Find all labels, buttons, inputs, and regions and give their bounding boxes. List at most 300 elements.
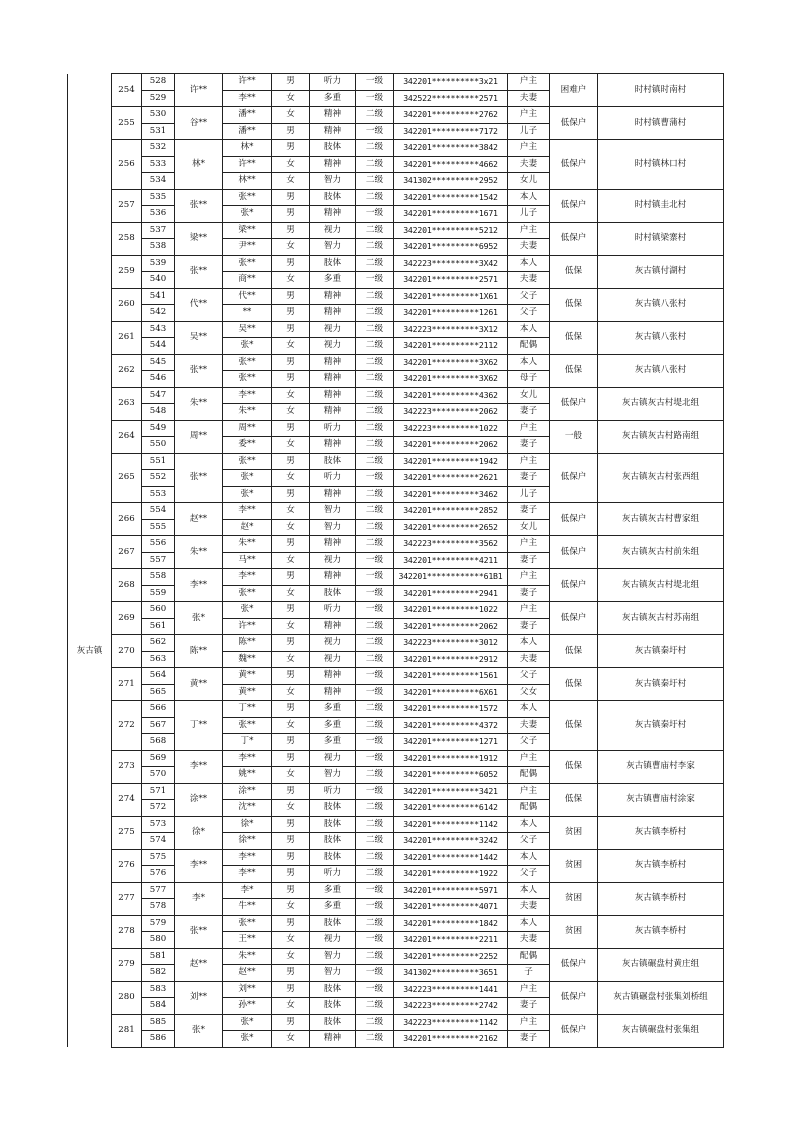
household-no-cell: 280 <box>112 981 142 1014</box>
member-name-cell: 张* <box>223 1031 272 1048</box>
disability-category-cell: 智力 <box>310 965 356 982</box>
household-head-cell: 李* <box>175 882 223 915</box>
relation-cell: 夫妻 <box>508 272 550 289</box>
address-cell: 灰古镇曹庙村涂家 <box>598 783 724 816</box>
id-number-cell: 342201**********1942 <box>394 453 508 470</box>
id-number-cell: 342522**********2571 <box>394 90 508 107</box>
disability-category-cell: 听力 <box>310 420 356 437</box>
member-seq-cell: 539 <box>142 255 175 272</box>
relation-cell: 儿子 <box>508 486 550 503</box>
relation-cell: 户主 <box>508 74 550 91</box>
address-cell: 灰古镇八张村 <box>598 288 724 321</box>
member-seq-cell: 538 <box>142 239 175 256</box>
disability-category-cell: 肢体 <box>310 800 356 817</box>
household-head-cell: 张** <box>175 453 223 503</box>
id-number-cell: 342201**********2621 <box>394 470 508 487</box>
member-seq-cell: 583 <box>142 981 175 998</box>
id-number-cell: 342201**********5971 <box>394 882 508 899</box>
member-sex-cell: 女 <box>272 503 310 520</box>
household-no-cell: 277 <box>112 882 142 915</box>
relation-cell: 配偶 <box>508 800 550 817</box>
member-seq-cell: 545 <box>142 354 175 371</box>
member-seq-cell: 540 <box>142 272 175 289</box>
disability-category-cell: 听力 <box>310 470 356 487</box>
disability-level-cell: 二级 <box>356 288 394 305</box>
disability-level-cell: 二级 <box>356 222 394 239</box>
household-head-cell: 李** <box>175 750 223 783</box>
member-sex-cell: 女 <box>272 338 310 355</box>
address-cell: 时村镇梁寨村 <box>598 222 724 255</box>
relation-cell: 户主 <box>508 222 550 239</box>
household-type-cell: 贫困 <box>550 915 598 948</box>
member-sex-cell: 男 <box>272 965 310 982</box>
member-seq-cell: 533 <box>142 156 175 173</box>
id-number-cell: 342201**********1261 <box>394 305 508 322</box>
member-seq-cell: 581 <box>142 948 175 965</box>
member-name-cell: 王** <box>223 932 272 949</box>
member-seq-cell: 572 <box>142 800 175 817</box>
member-name-cell: 魏** <box>223 651 272 668</box>
member-sex-cell: 男 <box>272 222 310 239</box>
household-no-cell: 276 <box>112 849 142 882</box>
member-sex-cell: 女 <box>272 90 310 107</box>
disability-category-cell: 肢体 <box>310 585 356 602</box>
member-seq-cell: 561 <box>142 618 175 635</box>
disability-category-cell: 视力 <box>310 321 356 338</box>
member-name-cell: 张* <box>223 602 272 619</box>
id-number-cell: 342201**********3842 <box>394 140 508 157</box>
member-seq-cell: 573 <box>142 816 175 833</box>
member-name-cell: 孙** <box>223 998 272 1015</box>
relation-cell: 妻子 <box>508 585 550 602</box>
member-sex-cell: 女 <box>272 618 310 635</box>
disability-category-cell: 肢体 <box>310 453 356 470</box>
member-seq-cell: 584 <box>142 998 175 1015</box>
table-row <box>68 948 724 965</box>
relation-cell: 本人 <box>508 255 550 272</box>
member-name-cell: 许** <box>223 74 272 91</box>
disability-category-cell: 视力 <box>310 750 356 767</box>
id-number-cell: 342223**********3562 <box>394 536 508 553</box>
member-sex-cell: 女 <box>272 552 310 569</box>
member-seq-cell: 553 <box>142 486 175 503</box>
household-no-cell: 271 <box>112 668 142 701</box>
address-cell: 灰古镇灰古村曹家组 <box>598 503 724 536</box>
disability-level-cell: 二级 <box>356 156 394 173</box>
member-name-cell: ** <box>223 305 272 322</box>
id-number-cell: 342201**********4211 <box>394 552 508 569</box>
member-seq-cell: 586 <box>142 1031 175 1048</box>
household-type-cell: 低保 <box>550 635 598 668</box>
member-name-cell: 李** <box>223 569 272 586</box>
disability-category-cell: 精神 <box>310 107 356 124</box>
table-row <box>68 816 724 833</box>
id-number-cell: 342201**********6142 <box>394 800 508 817</box>
relation-cell: 夫妻 <box>508 156 550 173</box>
disability-level-cell: 二级 <box>356 189 394 206</box>
disability-level-cell: 一级 <box>356 899 394 916</box>
disability-level-cell: 一级 <box>356 272 394 289</box>
household-head-cell: 赵** <box>175 503 223 536</box>
disability-category-cell: 视力 <box>310 222 356 239</box>
member-sex-cell: 女 <box>272 239 310 256</box>
disability-level-cell: 二级 <box>356 536 394 553</box>
disability-level-cell: 二级 <box>356 800 394 817</box>
member-sex-cell: 女 <box>272 998 310 1015</box>
household-no-cell: 268 <box>112 569 142 602</box>
disability-category-cell: 肢体 <box>310 255 356 272</box>
table-row <box>68 602 724 619</box>
member-sex-cell: 男 <box>272 569 310 586</box>
member-sex-cell: 女 <box>272 684 310 701</box>
household-type-cell: 低保 <box>550 701 598 751</box>
member-name-cell: 张* <box>223 206 272 223</box>
household-head-cell: 赵** <box>175 948 223 981</box>
household-head-cell: 陈** <box>175 635 223 668</box>
household-type-cell: 低保户 <box>550 107 598 140</box>
member-name-cell: 张** <box>223 915 272 932</box>
relation-cell: 父子 <box>508 288 550 305</box>
member-seq-cell: 549 <box>142 420 175 437</box>
disability-level-cell: 二级 <box>356 321 394 338</box>
member-seq-cell: 554 <box>142 503 175 520</box>
disability-category-cell: 多重 <box>310 882 356 899</box>
id-number-cell: 342201**********2252 <box>394 948 508 965</box>
relation-cell: 户主 <box>508 1014 550 1031</box>
address-cell: 灰古镇秦圩村 <box>598 668 724 701</box>
member-seq-cell: 575 <box>142 849 175 866</box>
disability-category-cell: 智力 <box>310 519 356 536</box>
id-number-cell: 342201**********3242 <box>394 833 508 850</box>
id-number-cell: 342201**********2162 <box>394 1031 508 1048</box>
household-head-cell: 李** <box>175 849 223 882</box>
disability-category-cell: 听力 <box>310 602 356 619</box>
member-name-cell: 张** <box>223 371 272 388</box>
disability-category-cell: 肢体 <box>310 981 356 998</box>
member-name-cell: 林* <box>223 140 272 157</box>
disability-level-cell: 一级 <box>356 750 394 767</box>
id-number-cell: 342201**********1572 <box>394 701 508 718</box>
member-seq-cell: 579 <box>142 915 175 932</box>
relation-cell: 本人 <box>508 882 550 899</box>
household-type-cell: 低保户 <box>550 189 598 222</box>
id-number-cell: 342201**********1022 <box>394 602 508 619</box>
disability-level-cell: 二级 <box>356 1014 394 1031</box>
address-cell: 灰古镇碾盘村张集刘桥组 <box>598 981 724 1014</box>
member-name-cell: 陈** <box>223 635 272 652</box>
member-name-cell: 朱** <box>223 536 272 553</box>
relation-cell: 户主 <box>508 420 550 437</box>
household-type-cell: 低保户 <box>550 1014 598 1047</box>
id-number-cell: 342201**********4362 <box>394 387 508 404</box>
disability-category-cell: 肢体 <box>310 1014 356 1031</box>
disability-level-cell: 二级 <box>356 437 394 454</box>
member-name-cell: 张** <box>223 255 272 272</box>
member-sex-cell: 男 <box>272 1014 310 1031</box>
member-sex-cell: 女 <box>272 651 310 668</box>
member-name-cell: 李** <box>223 849 272 866</box>
household-no-cell: 259 <box>112 255 142 288</box>
relation-cell: 妻子 <box>508 470 550 487</box>
member-sex-cell: 男 <box>272 420 310 437</box>
table-row <box>68 222 724 239</box>
relation-cell: 本人 <box>508 189 550 206</box>
address-cell: 灰古镇曹庙村李家 <box>598 750 724 783</box>
member-sex-cell: 男 <box>272 486 310 503</box>
relation-cell: 父子 <box>508 866 550 883</box>
member-seq-cell: 535 <box>142 189 175 206</box>
disability-level-cell: 二级 <box>356 371 394 388</box>
member-seq-cell: 580 <box>142 932 175 949</box>
id-number-cell: 342223**********1142 <box>394 1014 508 1031</box>
household-head-cell: 张* <box>175 1014 223 1047</box>
relation-cell: 夫妻 <box>508 932 550 949</box>
member-sex-cell: 男 <box>272 882 310 899</box>
member-sex-cell: 女 <box>272 156 310 173</box>
household-head-cell: 吴** <box>175 321 223 354</box>
address-cell: 灰古镇灰古村张西组 <box>598 453 724 503</box>
id-number-cell: 342201**********1442 <box>394 849 508 866</box>
member-sex-cell: 男 <box>272 915 310 932</box>
id-number-cell: 342201**********2211 <box>394 932 508 949</box>
relation-cell: 户主 <box>508 107 550 124</box>
member-name-cell: 李* <box>223 882 272 899</box>
id-number-cell: 342201**********1X61 <box>394 288 508 305</box>
member-name-cell: 姚** <box>223 767 272 784</box>
relation-cell: 本人 <box>508 321 550 338</box>
relation-cell: 本人 <box>508 849 550 866</box>
address-cell: 灰古镇八张村 <box>598 354 724 387</box>
disability-category-cell: 精神 <box>310 123 356 140</box>
disability-category-cell: 精神 <box>310 387 356 404</box>
member-sex-cell: 女 <box>272 1031 310 1048</box>
id-number-cell: 341302**********2952 <box>394 173 508 190</box>
member-name-cell: 许** <box>223 156 272 173</box>
address-cell: 灰古镇李桥村 <box>598 882 724 915</box>
table-row <box>68 1014 724 1031</box>
member-seq-cell: 542 <box>142 305 175 322</box>
id-number-cell: 342201**********3X62 <box>394 354 508 371</box>
member-name-cell: 黄** <box>223 684 272 701</box>
relation-cell: 妻子 <box>508 618 550 635</box>
member-name-cell: 张** <box>223 354 272 371</box>
address-cell: 时村镇圭北村 <box>598 189 724 222</box>
id-number-cell: 342201**********6X61 <box>394 684 508 701</box>
member-seq-cell: 570 <box>142 767 175 784</box>
disability-category-cell: 肢体 <box>310 140 356 157</box>
household-no-cell: 274 <box>112 783 142 816</box>
disability-level-cell: 一级 <box>356 74 394 91</box>
disability-category-cell: 智力 <box>310 173 356 190</box>
member-seq-cell: 555 <box>142 519 175 536</box>
member-seq-cell: 577 <box>142 882 175 899</box>
id-number-cell: 342201**********1922 <box>394 866 508 883</box>
member-sex-cell: 男 <box>272 255 310 272</box>
member-sex-cell: 男 <box>272 635 310 652</box>
disability-level-cell: 二级 <box>356 519 394 536</box>
id-number-cell: 341302**********3651 <box>394 965 508 982</box>
household-no-cell: 267 <box>112 536 142 569</box>
household-type-cell: 低保户 <box>550 569 598 602</box>
disability-level-cell: 二级 <box>356 140 394 157</box>
id-number-cell: 342201**********6052 <box>394 767 508 784</box>
household-head-cell: 谷** <box>175 107 223 140</box>
member-sex-cell: 男 <box>272 866 310 883</box>
household-type-cell: 低保户 <box>550 981 598 1014</box>
table-row <box>68 783 724 800</box>
household-no-cell: 265 <box>112 453 142 503</box>
member-seq-cell: 536 <box>142 206 175 223</box>
household-type-cell: 低保 <box>550 750 598 783</box>
address-cell: 灰古镇秦圩村 <box>598 701 724 751</box>
relation-cell: 本人 <box>508 816 550 833</box>
disability-category-cell: 精神 <box>310 1031 356 1048</box>
disability-level-cell: 一级 <box>356 206 394 223</box>
id-number-cell: 342201**********2852 <box>394 503 508 520</box>
member-seq-cell: 532 <box>142 140 175 157</box>
disability-level-cell: 二级 <box>356 849 394 866</box>
member-seq-cell: 530 <box>142 107 175 124</box>
table-row <box>68 750 724 767</box>
relation-cell: 本人 <box>508 915 550 932</box>
address-cell: 时村镇时南村 <box>598 74 724 107</box>
disability-category-cell: 视力 <box>310 635 356 652</box>
town-cell <box>68 74 112 256</box>
member-sex-cell: 女 <box>272 767 310 784</box>
table-row <box>68 107 724 124</box>
disability-category-cell: 精神 <box>310 668 356 685</box>
member-seq-cell: 552 <box>142 470 175 487</box>
member-name-cell: 李** <box>223 503 272 520</box>
relation-cell: 户主 <box>508 981 550 998</box>
relation-cell: 儿子 <box>508 123 550 140</box>
household-head-cell: 张** <box>175 915 223 948</box>
member-seq-cell: 562 <box>142 635 175 652</box>
disability-category-cell: 智力 <box>310 503 356 520</box>
id-number-cell: 342201**********2571 <box>394 272 508 289</box>
disability-level-cell: 一级 <box>356 668 394 685</box>
household-no-cell: 266 <box>112 503 142 536</box>
household-type-cell: 低保 <box>550 288 598 321</box>
household-type-cell: 贫困 <box>550 882 598 915</box>
relation-cell: 夫妻 <box>508 651 550 668</box>
disability-category-cell: 视力 <box>310 651 356 668</box>
disability-category-cell: 精神 <box>310 536 356 553</box>
relation-cell: 夫妻 <box>508 717 550 734</box>
disability-category-cell: 精神 <box>310 437 356 454</box>
household-no-cell: 261 <box>112 321 142 354</box>
disability-level-cell: 二级 <box>356 404 394 421</box>
household-head-cell: 张** <box>175 354 223 387</box>
disability-level-cell: 一级 <box>356 569 394 586</box>
relation-cell: 父子 <box>508 305 550 322</box>
id-number-cell: 342201**********2062 <box>394 437 508 454</box>
member-sex-cell: 女 <box>272 948 310 965</box>
member-name-cell: 赵** <box>223 965 272 982</box>
household-head-cell: 涂** <box>175 783 223 816</box>
disability-level-cell: 二级 <box>356 503 394 520</box>
member-seq-cell: 528 <box>142 74 175 91</box>
disability-category-cell: 肢体 <box>310 833 356 850</box>
table-row <box>68 981 724 998</box>
table-row <box>68 503 724 520</box>
member-seq-cell: 559 <box>142 585 175 602</box>
disability-level-cell: 二级 <box>356 338 394 355</box>
id-number-cell: 342201**********5212 <box>394 222 508 239</box>
id-number-cell: 342223**********1022 <box>394 420 508 437</box>
disability-level-cell: 一级 <box>356 602 394 619</box>
member-name-cell: 吴** <box>223 321 272 338</box>
member-name-cell: 委** <box>223 437 272 454</box>
table-row <box>68 849 724 866</box>
member-name-cell: 梁** <box>223 222 272 239</box>
member-sex-cell: 女 <box>272 800 310 817</box>
disability-category-cell: 精神 <box>310 354 356 371</box>
table-row <box>68 635 724 652</box>
disability-category-cell: 精神 <box>310 569 356 586</box>
id-number-cell: 342201**********2062 <box>394 618 508 635</box>
disability-level-cell: 二级 <box>356 915 394 932</box>
disability-category-cell: 视力 <box>310 552 356 569</box>
disability-category-cell: 精神 <box>310 288 356 305</box>
disability-level-cell: 二级 <box>356 420 394 437</box>
address-cell: 灰古镇李桥村 <box>598 816 724 849</box>
member-seq-cell: 578 <box>142 899 175 916</box>
household-type-cell: 低保户 <box>550 536 598 569</box>
disability-level-cell: 二级 <box>356 833 394 850</box>
address-cell: 灰古镇秦圩村 <box>598 635 724 668</box>
member-sex-cell: 男 <box>272 354 310 371</box>
household-no-cell: 260 <box>112 288 142 321</box>
id-number-cell: 342201**********1842 <box>394 915 508 932</box>
disability-level-cell: 二级 <box>356 255 394 272</box>
relation-cell: 户主 <box>508 750 550 767</box>
member-sex-cell: 男 <box>272 536 310 553</box>
id-number-cell: 342201**********1142 <box>394 816 508 833</box>
disability-category-cell: 听力 <box>310 866 356 883</box>
disability-level-cell: 二级 <box>356 998 394 1015</box>
address-cell: 灰古镇李桥村 <box>598 915 724 948</box>
member-name-cell: 张* <box>223 470 272 487</box>
member-seq-cell: 574 <box>142 833 175 850</box>
id-number-cell: 342223**********3X42 <box>394 255 508 272</box>
household-head-cell: 丁** <box>175 701 223 751</box>
id-number-cell: 342201**********2112 <box>394 338 508 355</box>
household-no-cell: 272 <box>112 701 142 751</box>
disability-category-cell: 智力 <box>310 948 356 965</box>
household-type-cell: 低保 <box>550 321 598 354</box>
address-cell: 灰古镇灰古村堤北组 <box>598 387 724 420</box>
member-name-cell: 丁* <box>223 734 272 751</box>
member-seq-cell: 564 <box>142 668 175 685</box>
id-number-cell: 342201**********2941 <box>394 585 508 602</box>
disability-category-cell: 精神 <box>310 156 356 173</box>
disability-level-cell: 一级 <box>356 123 394 140</box>
address-cell: 灰古镇碾盘村张集组 <box>598 1014 724 1047</box>
disability-category-cell: 多重 <box>310 899 356 916</box>
household-no-cell: 254 <box>112 74 142 107</box>
table-row <box>68 569 724 586</box>
disability-level-cell: 二级 <box>356 816 394 833</box>
member-sex-cell: 男 <box>272 981 310 998</box>
id-number-cell: 342223**********2742 <box>394 998 508 1015</box>
disability-level-cell: 一级 <box>356 470 394 487</box>
member-sex-cell: 男 <box>272 734 310 751</box>
disability-level-cell: 二级 <box>356 305 394 322</box>
member-seq-cell: 563 <box>142 651 175 668</box>
member-name-cell: 马** <box>223 552 272 569</box>
disability-roster-sheet <box>67 73 724 1048</box>
